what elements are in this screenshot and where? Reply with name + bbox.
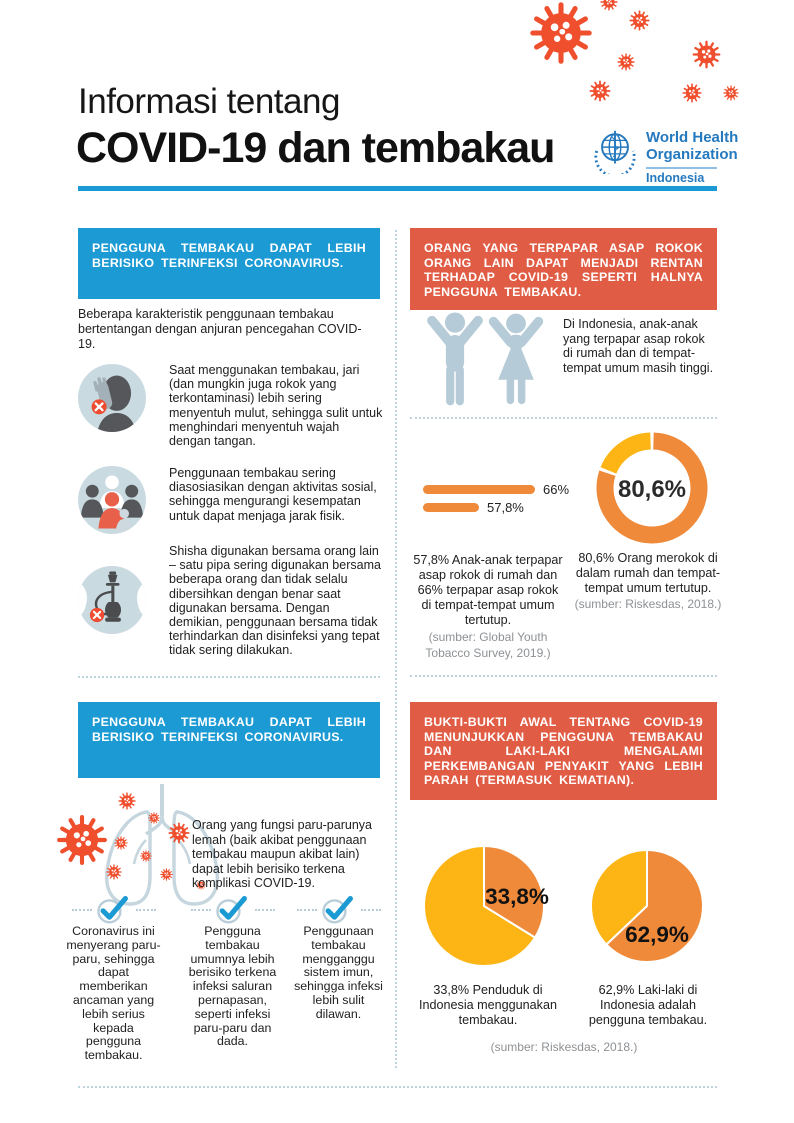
page-title-line2: COVID-19 dan tembakau: [76, 124, 555, 172]
virus-icon: [600, 0, 618, 11]
check-column-2: [185, 894, 280, 1049]
pie1-label: 33,8%: [485, 884, 549, 909]
header-rule: [78, 186, 717, 191]
bar: [423, 485, 535, 494]
dotted-segment: [72, 909, 92, 911]
virus-icon: [692, 40, 721, 69]
check-icon: [320, 894, 358, 925]
left-item-2-text: Penggunaan tembakau sering diasosiasikan dengan aktivitas sosial, sehingga mengurangi kesempatan untuk dapat menjaga jarak fisik.: [169, 466, 377, 523]
children-text: Di Indonesia, anak-anak yang terpapar asap rokok di rumah dan di tempat-tempat umum masih tinggi.: [563, 317, 714, 375]
virus-icon: [723, 85, 739, 101]
bar-label: 66%: [543, 482, 570, 497]
pie2-caption: 62,9% Laki-laki di Indonesia adalah pengguna tembakau.: [588, 983, 708, 1027]
left-intro-text: Beberapa karakteristik penggunaan tembakau bertentangan dengan anjuran pencegahan COVID-19.: [78, 307, 362, 351]
shisha-icon: [78, 566, 146, 634]
check-text-2: Pengguna tembakau umumnya lebih berisiko terkena infeksi saluran pernapasan, seperti infeksi paru-paru dan dada.: [188, 924, 277, 1049]
virus-icon: [160, 868, 173, 881]
virus-icon: [168, 822, 190, 844]
check-icon: [214, 894, 252, 925]
boy-icon: [426, 312, 484, 408]
dotted-segment: [361, 909, 381, 911]
virus-icon: [114, 836, 128, 850]
check-text-1: Coronavirus ini menyerang paru-paru, sehingga dapat memberikan ancaman yang lebih serius kepada pengguna tembakau.: [66, 924, 161, 1063]
dotted-segment: [297, 909, 317, 911]
face-touch-icon: [78, 364, 146, 432]
left-item-3-text: Shisha digunakan bersama orang lain – satu pipa sering digunakan bersama beberapa orang dan tidak selalu dibersihkan dengan benar saat digunakan bersama. Dengan demikian, penggunaan bersama tidak terhindarkan dan disinfeksi yang tepat tidak sering dilakukan.: [169, 544, 381, 658]
page-title-line1: Informasi tentang: [78, 82, 340, 121]
exposure-bar-chart: [423, 483, 588, 519]
pie2-label: 62,9%: [625, 922, 689, 947]
virus-icon: [629, 10, 650, 31]
virus-icon: [148, 812, 160, 824]
check-row: [66, 894, 161, 925]
bar-row: [423, 483, 588, 496]
virus-icon: [682, 83, 702, 103]
right-headline-box-2: BUKTI-BUKTI AWAL TENTANG COVID-19 MENUNJUKKAN PENGGUNA TEMBAKAU DAN LAKI-LAKI MENGALAMI PERKEMBANGAN PENYAKIT YANG LEBIH PARAH (TERMASUK KEMATIAN).: [410, 702, 717, 800]
pies-source: (sumber: Riskesdas, 2018.): [490, 1040, 638, 1054]
girl-icon: [486, 312, 546, 408]
check-column-3: [291, 894, 386, 1022]
pie1-caption: 33,8% Penduduk di Indonesia menggunakan tembakau.: [419, 983, 557, 1027]
donut-caption: 80,6% Orang merokok di dalam rumah dan tempat-tempat umum tertutup.: [575, 551, 721, 595]
check-text-3: Penggunaan tembakau mengganggu sistem imun, sehingga infeksi lebih sulit dilawan.: [294, 924, 383, 1021]
bar-row: [423, 501, 588, 514]
bar-source: (sumber: Global Youth Tobacco Survey, 2019.): [425, 630, 551, 660]
virus-icon: [56, 814, 108, 866]
right-divider-1: [410, 417, 717, 419]
column-divider: [395, 230, 397, 1068]
who-name-line1: World Health: [646, 129, 739, 146]
bar-label: 57,8%: [487, 500, 524, 515]
left-headline-box-2: PENGGUNA TEMBAKAU DAPAT LEBIH BERISIKO TERINFEKSI CORONAVIRUS.: [78, 702, 380, 778]
bar-caption: 57,8% Anak-anak terpapar asap rokok di rumah dan 66% terpapar asap rokok di tempat-tempat umum tertutup.: [413, 553, 563, 627]
check-icon: [95, 894, 133, 925]
check-column-1: [66, 894, 161, 1063]
check-row: [185, 894, 280, 925]
right-divider-2: [410, 675, 717, 677]
bottom-divider: [78, 1086, 717, 1088]
virus-icon: [106, 864, 122, 880]
dotted-segment: [191, 909, 211, 911]
left-headline-box-1: PENGGUNA TEMBAKAU DAPAT LEBIH BERISIKO TERINFEKSI CORONAVIRUS.: [78, 228, 380, 299]
social-group-icon: [78, 466, 146, 534]
lungs-text: Orang yang fungsi paru-parunya lemah (baik akibat penggunaan tembakau maupun akibat lain) dapat lebih berisiko terkena komplikasi COVID-19.: [192, 818, 372, 891]
who-emblem-icon: [591, 126, 639, 174]
virus-icon: [140, 850, 152, 862]
who-name-line2: Organization: [646, 146, 738, 163]
bar: [423, 503, 479, 512]
dotted-segment: [255, 909, 275, 911]
right-headline-box-1: ORANG YANG TERPAPAR ASAP ROKOK ORANG LAIN DAPAT MENJADI RENTAN TERHADAP COVID-19 SEPERTI HALNYA PENGGUNA TEMBAKAU.: [410, 228, 717, 310]
virus-icon: [617, 53, 635, 71]
donut-caption-block: [574, 551, 722, 613]
check-row: [291, 894, 386, 925]
who-country: Indonesia: [646, 171, 705, 185]
dotted-segment: [136, 909, 156, 911]
who-name: [646, 129, 738, 163]
virus-icon: [589, 80, 611, 102]
left-divider: [78, 676, 380, 678]
bar-caption-block: [412, 553, 564, 661]
virus-icon: [529, 1, 593, 65]
virus-icon: [118, 792, 136, 810]
donut-source: (sumber: Riskesdas, 2018.): [574, 597, 722, 611]
left-item-1-text: Saat menggunakan tembakau, jari (dan mungkin juga rokok yang terkontaminasi) lebih sering menyentuh mulut, sehingga sulit untuk menghindari menyentuh wajah dengan tangan.: [169, 363, 383, 449]
donut-center-label: 80,6%: [617, 476, 687, 503]
who-separator: [646, 167, 717, 169]
